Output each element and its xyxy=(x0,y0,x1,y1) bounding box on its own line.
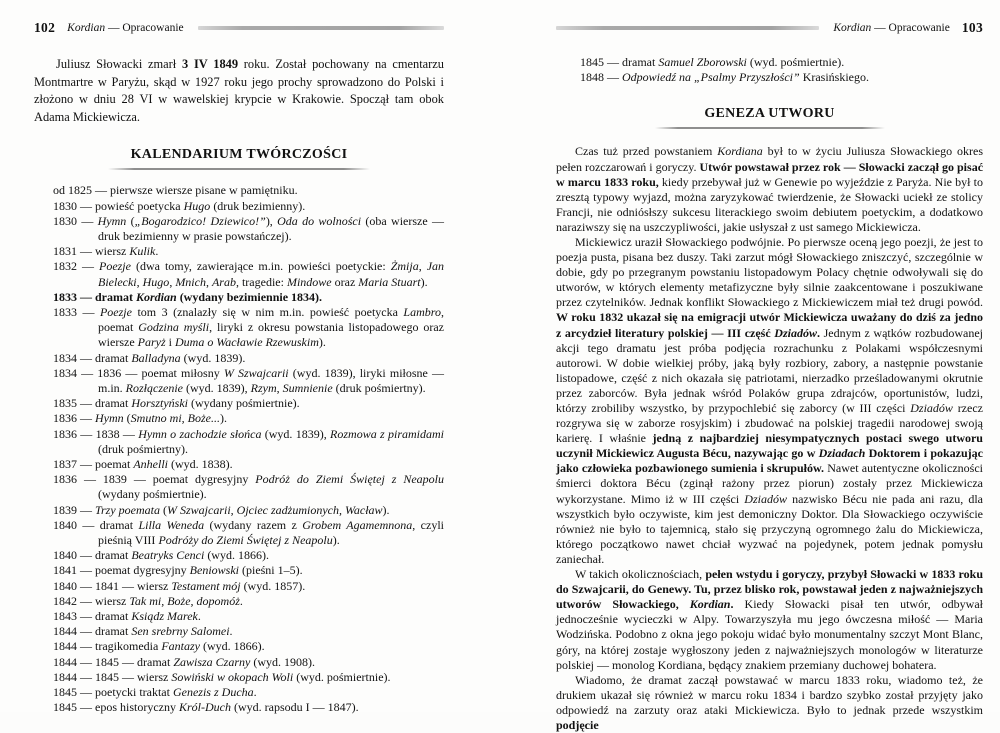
body-paragraph: Czas tuż przed powstaniem Kordiana był to w życiu Juliusza Słowackiego okres pełen rozczarowań i goryczy. Utwór powstawał przez rok — Słowacki zaczął go pisać w marcu 1833 roku, kiedy przebywał już w Genewie po wyjeździe z Paryża. Nie był to zresztą typowy wyjazd, można zaryzykować twierdzenie, że Słowacki uciekł ze stolicy Francji, nie odniósłszy sukcesu literackiego swoim debiutem poetyckim, a dodatkowo naraziwszy się na uszczypliwości, jakie usłyszał z ust samego Mickiewicza. xyxy=(556,144,984,234)
body-paragraph: Mickiewicz uraził Słowackiego podwójnie. Po pierwsze oceną jego poezji, że jest to poezja pusta, pisana bez duszy. Taki zarzut mógł Słowackiego zniszczyć, szczególnie w dobie, gdy po przegranym powstaniu listopadowym Polacy chętnie odwoływali się do utworów, w których elementy metafizyczne były silnie zaakcentowane i poszukiwane przez czytelników. Jednak konflikt Słowackiego z Mickiewiczem miał też drugi powód. W roku 1832 ukazał się na emigracji utwór Mickiewicza uważany do dziś za jedno z arcydzieł literatury polskiej — III część Dziadów. Jednym z wątków rozbudowanej akcji tego dramatu jest próba podjęcia rozrachunku z Polakami współczesnymi autorowi. W dobie wielkiej próby, jaką były rozbiory, zabory, a następnie powstanie listopadowe, część z nich okazała się patriotami, nierzadko prześladowanymi okrutnie przez zaborców. Była jednak wśród Polaków grupa zdrajców, oportunistów, ludzi, którzy zrobiliby wszystko, by przypochlebić się zaborcy (w III części Dziadów rzecz rozgrywa się w zaborze rosyjskim) i zbudować na polskiej tragedii narodowej swoją karierę. I właśnie jedną z najbardziej niesympatycznych postaci swego utworu uczynił Mickiewicz Augusta Bécu, nazywając go w Dziadach Doktorem i pokazując jako człowieka pozbawionego sumienia i skrupułów. Nawet autentyczne okoliczności śmierci doktora Bécu (zginął rażony przez piorun) zostały przez Mickiewicza wykorzystane. Mimo iż w III części Dziadów nazwisko Bécu nie pada ani razu, dla wszystkich było oczywiste, kim jest demoniczny Doktor. Dla Słowackiego oczywiście również nie było to tajemnicą, stało się przyczyną ogromnego żalu do Mickiewicza, którego początkowo nawet chciał wyzwać na pojedynek, potem jednak pomysłu zaniechał. xyxy=(556,234,984,566)
running-title-left xyxy=(67,22,183,34)
bibliography-entry: 1840 — dramat Beatryks Cenci (wyd. 1866). xyxy=(53,548,269,563)
page-right xyxy=(556,20,983,733)
page-left xyxy=(34,20,444,715)
body-paragraph: W takich okolicznościach, pełen wstydu i goryczy, przybył Słowacki w 1833 roku do Szwajcarii, do Genewy. Tu, przez blisko rok, powstawał jeden z najważniejszych utworów Słowackiego, Kordian. Kiedy Słowacki pisał ten utwór, odbywał jednocześnie wycieczki w Alpy. Towarzyszyła mu jego ówczesna miłość — Maria Wodzińska. Podobno z okna jego pokoju widać było monumentalny szczyt Mont Blanc, góry, na której zostaje wygłoszony jeden z najważniejszych monologów w literaturze polskiej — monolog Kordiana, będący znakiem przemiany duchowej bohatera. xyxy=(556,567,983,672)
bibliography-entry: 1845 — epos historyczny Król-Duch (wyd. rapsodu I — 1847). xyxy=(53,700,359,715)
bibliography-list-continued xyxy=(580,55,983,85)
running-title-book: Kordian xyxy=(67,21,106,34)
bibliography-entry: 1833 — Poezje tom 3 (znalazły się w nim m.in. powieść poetycka Lambro, poemat Godzina myśli, liryki z okresu powstania listopadowego oraz wiersze Paryż i Duma o Wacławie Rzewuskim). xyxy=(53,305,444,350)
bibliography-entry: 1845 — dramat Samuel Zborowski (wyd. pośmiertnie). xyxy=(580,55,845,69)
body-text xyxy=(556,144,983,733)
section-title-kalendarium: KALENDARIUM TWÓRCZOŚCI xyxy=(130,147,348,163)
bibliography-entry: 1840 — dramat Lilla Weneda (wydany razem z Grobem Agamemnona, czyli pieśnią VIII Podróży do Ziemi Świętej z Neapolu). xyxy=(53,517,444,548)
section-rule xyxy=(108,168,370,170)
page-header-left xyxy=(34,20,444,35)
bibliography-entry: 1842 — wiersz Tak mi, Boże, dopomóż. xyxy=(53,593,243,608)
bibliography-entry: 1830 — powieść poetycka Hugo (druk bezimienny). xyxy=(53,198,306,213)
bibliography-entry: 1837 — poemat Anhelli (wyd. 1838). xyxy=(53,457,233,472)
section-title-geneza: GENEZA UTWORU xyxy=(704,106,835,122)
page-number-left: 102 xyxy=(34,19,56,35)
bibliography-entry: 1848 — Odpowiedź na „Psalmy Przyszłości” Krasińskiego. xyxy=(580,70,870,85)
bibliography-entry: 1830 — Hymn („Bogarodzico! Dziewico!”), Oda do wolności (oba wiersze — druk bezimienny w prasie powstańczej). xyxy=(53,213,444,243)
body-paragraph: Wiadomo, że dramat zaczął powstawać w marcu 1833 roku, wiadomo też, że drukiem ukazał się również w marcu roku 1834 i bardzo szybko został przyjęty jako odpowiedź na zarzuty oraz ataki Mickiewicza. Było to jednak przede wszystkim podjęcie xyxy=(556,672,983,732)
bibliography-entry: 1834 — 1836 — poemat miłosny W Szwajcarii (wyd. 1839), liryki miłosne — m.in. Rozłączenie (wyd. 1839), Rzym, Sumnienie (druk pośmiertny). xyxy=(53,365,444,396)
bibliography-entry: 1839 — Trzy poemata (W Szwajcarii, Ojciec zadżumionych, Wacław). xyxy=(53,502,390,517)
running-title-suffix: — Opracowanie xyxy=(874,21,950,34)
running-title-book: Kordian xyxy=(833,21,872,34)
bibliography-entry: 1844 — dramat Sen srebrny Salomei. xyxy=(53,624,233,639)
bibliography-entry: 1833 — dramat Kordian (wydany bezimiennie 1834). xyxy=(53,289,323,304)
bibliography-entry: 1831 — wiersz Kulik. xyxy=(53,244,159,259)
bibliography-entry: 1836 — 1839 — poemat dygresyjny Podróż do Ziemi Świętej z Neapolu (wydany pośmiertnie). xyxy=(53,472,444,502)
bibliography-entry: 1845 — poetycki traktat Genezis z Ducha. xyxy=(53,685,257,700)
section-rule xyxy=(655,127,885,129)
intro-paragraph: Juliusz Słowacki zmarł 3 IV 1849 roku. Został pochowany na cmentarzu Montmartre w Paryżu, skąd w 1927 roku jego prochy sprowadzono do Polski i złożono w dniu 28 VI w wawelskiej krypcie w Krakowie. Spoczął tam obok Adama Mickiewicza. xyxy=(34,57,444,124)
bibliography-entry: 1841 — poemat dygresyjny Beniowski (pieśni 1–5). xyxy=(53,563,303,578)
bibliography-entry: od 1825 — pierwsze wiersze pisane w pamiętniku. xyxy=(53,183,298,198)
bibliography-entry: 1843 — dramat Ksiądz Marek. xyxy=(53,609,201,624)
bibliography-entry: 1844 — 1845 — wiersz Sowiński w okopach Woli (wyd. pośmiertnie). xyxy=(53,669,391,684)
bibliography-entry: 1836 — Hymn (Smutno mi, Boże...). xyxy=(53,411,227,426)
bibliography-list xyxy=(53,183,444,715)
bibliography-entry: 1836 — 1838 — Hymn o zachodzie słońca (wyd. 1839), Rozmowa z piramidami (druk pośmiertny). xyxy=(53,426,444,456)
bibliography-entry: 1832 — Poezje (dwa tomy, zawierające m.in. powieści poetyckie: Żmija, Jan Bielecki, Hugo, Mnich, Arab, tragedie: Mindowe oraz Maria Stuart). xyxy=(53,259,445,289)
bibliography-entry: 1835 — dramat Horsztyński (wydany pośmiertnie). xyxy=(53,396,300,411)
header-rule xyxy=(198,26,444,30)
bibliography-entry: 1840 — 1841 — wiersz Testament mój (wyd. 1857). xyxy=(53,578,306,593)
running-title-right xyxy=(833,22,949,34)
bibliography-entry: 1834 — dramat Balladyna (wyd. 1839). xyxy=(53,350,246,365)
page-header-right xyxy=(556,20,983,35)
header-rule xyxy=(556,26,819,30)
running-title-suffix: — Opracowanie xyxy=(107,21,184,34)
bibliography-entry: 1844 — 1845 — dramat Zawisza Czarny (wyd. 1908). xyxy=(53,654,316,669)
page-number-right: 103 xyxy=(961,19,983,35)
bibliography-entry: 1844 — tragikomedia Fantazy (wyd. 1866). xyxy=(53,639,265,654)
